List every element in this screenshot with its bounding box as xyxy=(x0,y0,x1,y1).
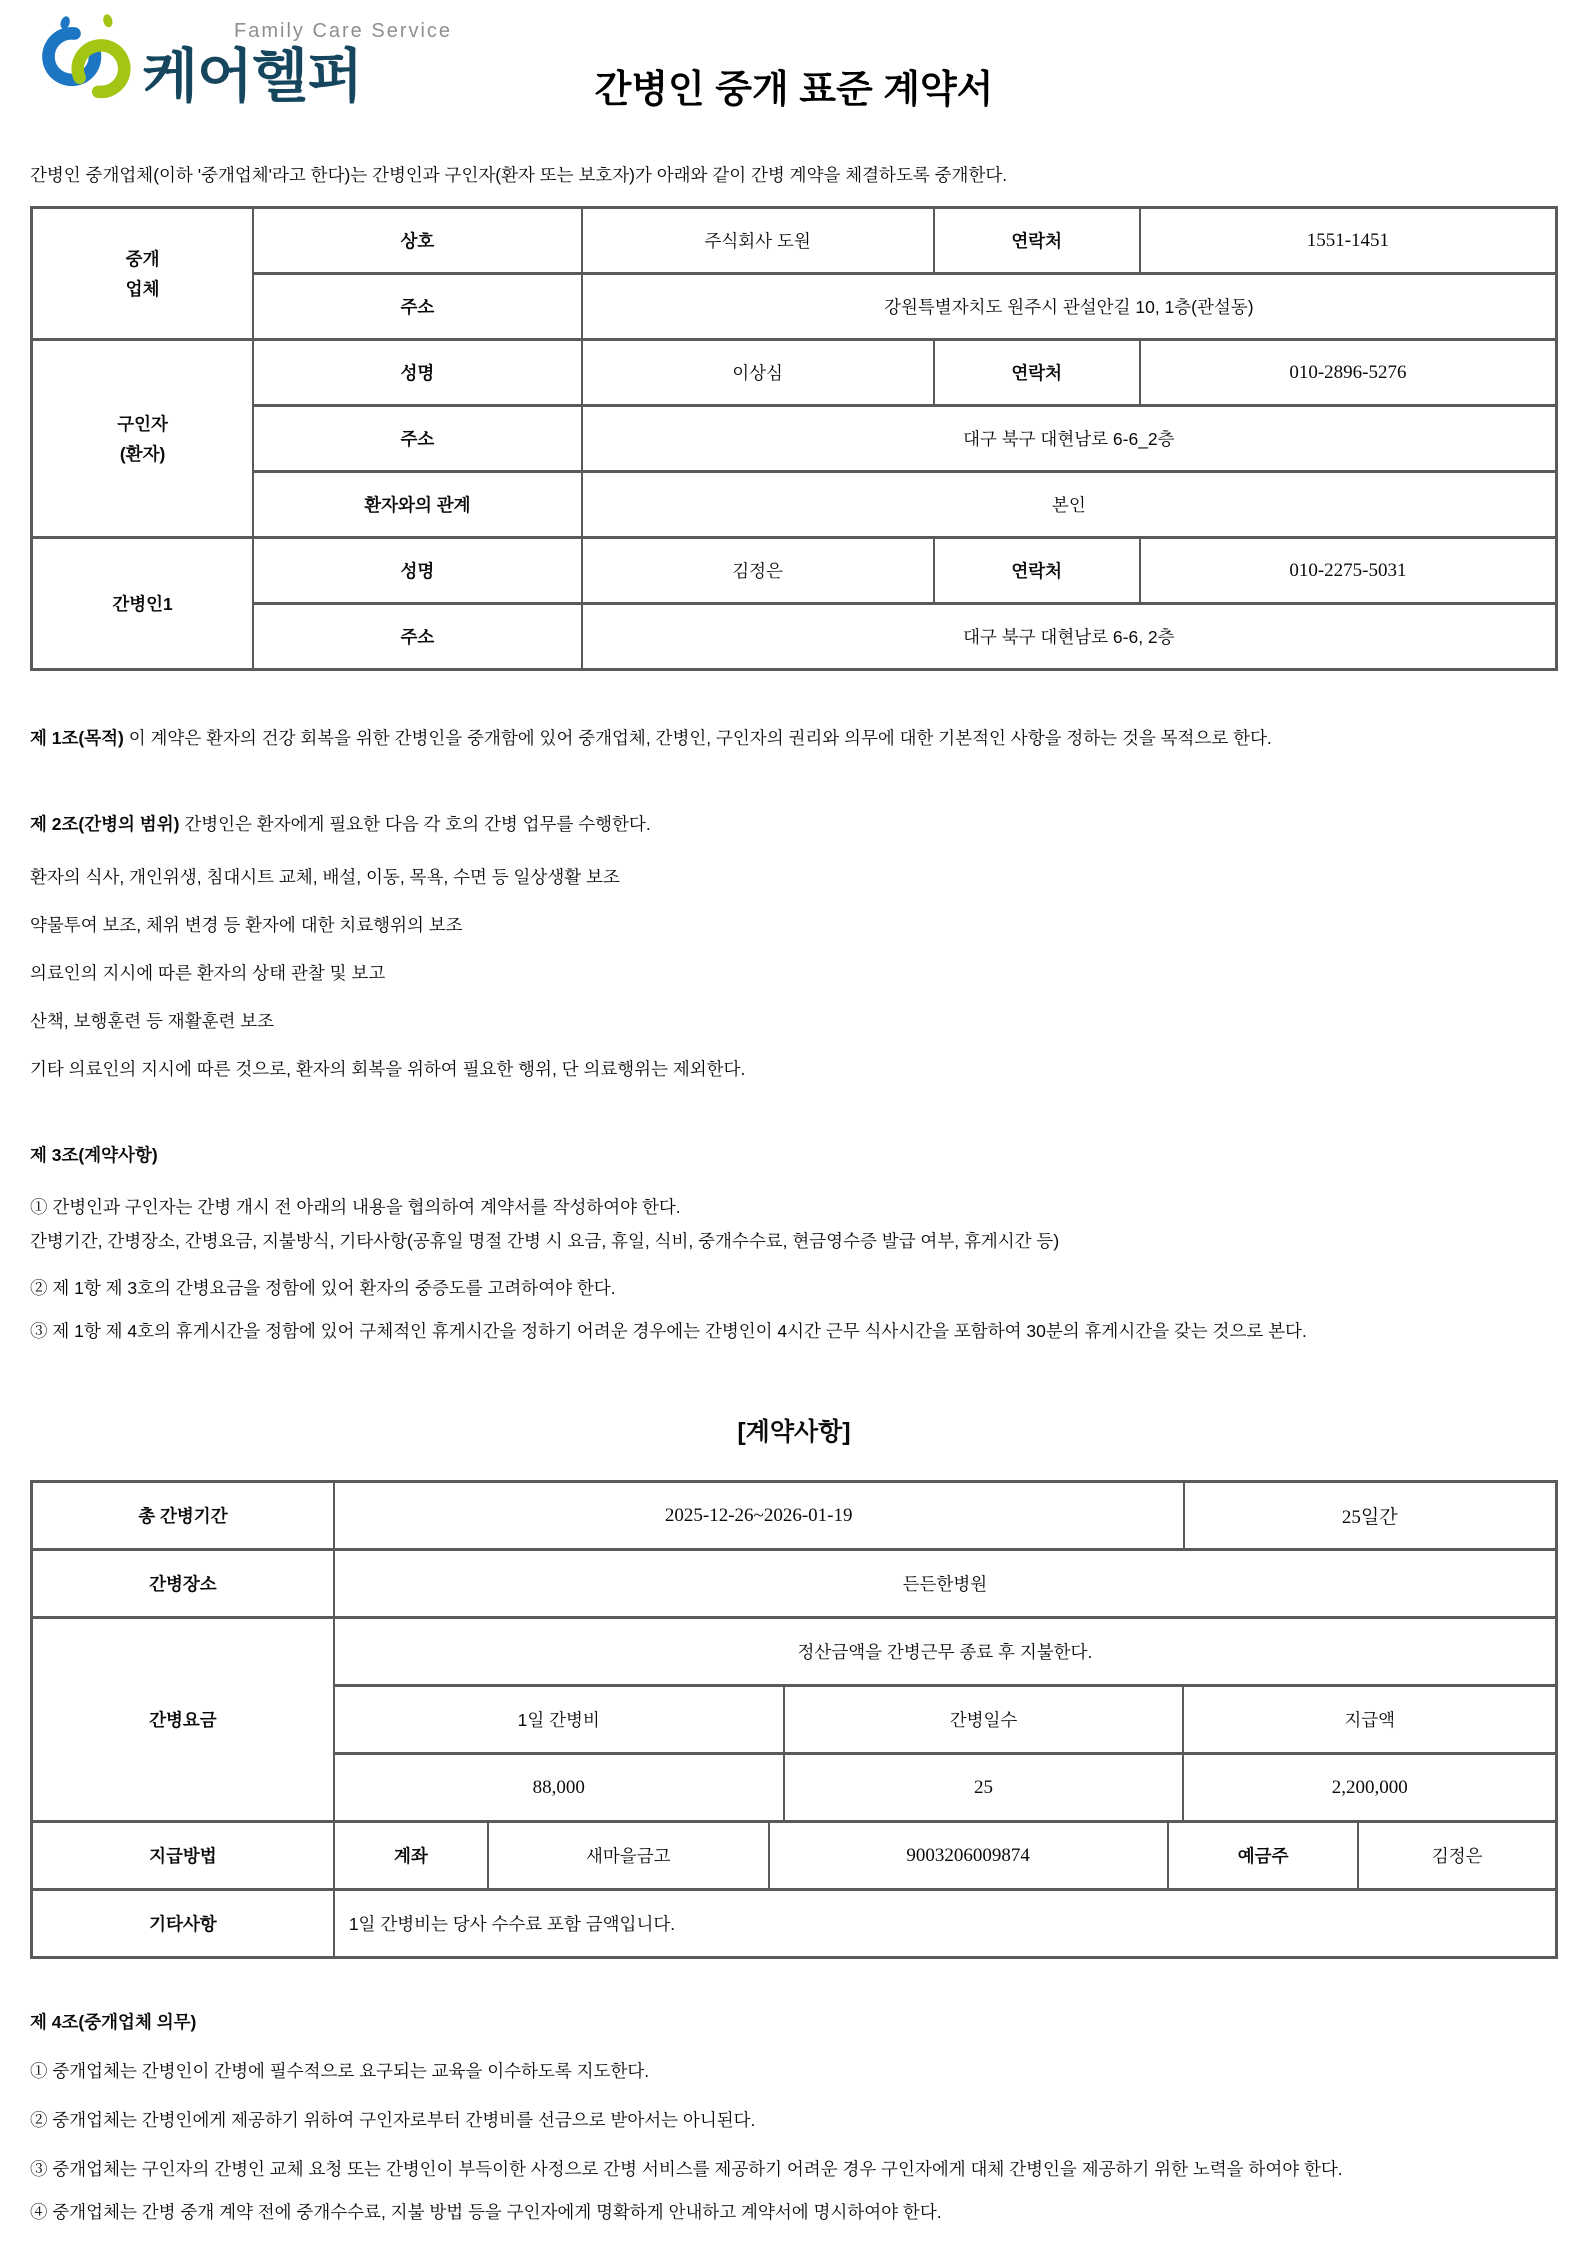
fee-note: 정산금액을 간병근무 종료 후 지불한다. xyxy=(797,1642,1093,1662)
clause3-item1-detail: 간병기간, 간병장소, 간병요금, 지불방식, 기타사항(공휴일 명절 간병 시 요금, 휴일, 식비, 중개수수료, 현금영수증 발급 여부, 휴게시간 등) xyxy=(30,1231,1060,1251)
caregiver-address-label: 주소 xyxy=(400,627,435,647)
payment-label: 지급방법 xyxy=(149,1846,217,1866)
clause2-item: 기타 의료인의 지시에 따른 것으로, 환자의 회복을 위하여 필요한 행위, 단 의료행위는 제외한다. xyxy=(30,1059,746,1079)
payment-row xyxy=(33,1820,1555,1888)
employer-group-label xyxy=(33,341,254,536)
employer-contact-value: 010-2896-5276 xyxy=(1139,341,1555,404)
clause3-item1: ① 간병인과 구인자는 간병 개시 전 아래의 내용을 협의하여 계약서를 작성하여야 한다. xyxy=(30,1197,681,1217)
broker-name-row xyxy=(254,209,1555,272)
brand-name: 케어헬퍼 xyxy=(142,44,363,109)
fee-col-total: 지급액 xyxy=(1182,1687,1555,1752)
employer-contact-label: 연락처 xyxy=(933,341,1139,404)
broker-name-label: 상호 xyxy=(400,231,435,251)
broker-group-label xyxy=(33,209,254,338)
clause2-heading: 제 2조(간병의 범위) xyxy=(30,814,180,834)
employer-address-row xyxy=(254,404,1555,470)
page-title: 간병인 중개 표준 계약서 xyxy=(594,69,994,111)
employer-relation-row xyxy=(254,470,1555,536)
broker-group-label-line2: 업체 xyxy=(125,278,160,299)
clause2-item: 약물투여 보조, 체위 변경 등 환자에 대한 치료행위의 보조 xyxy=(30,915,463,935)
clause2-paragraph xyxy=(30,807,1558,841)
fee-days-value: 25 xyxy=(783,1755,1183,1820)
broker-group-label-line1: 중개 xyxy=(125,248,160,269)
account-label: 계좌 xyxy=(333,1823,487,1888)
employer-group-row xyxy=(33,338,1555,536)
place-row xyxy=(33,1548,1555,1616)
fee-total-value: 2,200,000 xyxy=(1182,1755,1555,1820)
employer-name-label: 성명 xyxy=(400,363,435,383)
fee-group-label: 간병요금 xyxy=(33,1619,335,1820)
clause2-item: 환자의 식사, 개인위생, 침대시트 교체, 배설, 이동, 목욕, 수면 등 일상생활 보조 xyxy=(30,867,620,887)
period-value: 2025-12-26~2026-01-19 xyxy=(333,1483,1183,1548)
etc-value: 1일 간병비는 당사 수수료 포함 금액입니다. xyxy=(333,1891,1555,1956)
broker-contact-value: 1551-1451 xyxy=(1139,209,1555,272)
contract-section-title: [계약사항] xyxy=(737,1418,851,1446)
fee-daily-value: 88,000 xyxy=(532,1776,585,1798)
caregiver-group-row xyxy=(33,536,1555,668)
clause4-item: ④ 중개업체는 간병 중개 계약 전에 중개수수료, 지불 방법 등을 구인자에게 명확하게 안내하고 계약서에 명시하여야 한다. xyxy=(30,2202,942,2222)
clause4-item: ② 중개업체는 간병인에게 제공하기 위하여 구인자로부터 간병비를 선금으로 받아서는 아니된다. xyxy=(30,2110,756,2130)
clause2-item: 산책, 보행훈련 등 재활훈련 보조 xyxy=(30,1011,275,1031)
employer-name-row xyxy=(254,341,1555,404)
clause4-heading-text: 제 4조(중개업체 의무) xyxy=(30,2012,197,2032)
clause1-heading: 제 1조(목적) xyxy=(30,728,124,748)
intro-paragraph: 간병인 중개업체(이하 '중개업체'라고 한다)는 간병인과 구인자(환자 또는 보호자)가 아래와 같이 간병 계약을 체결하도록 중개한다. xyxy=(30,165,1008,185)
employer-group-label-line1: 구인자 xyxy=(117,413,168,434)
fee-col-days: 간병일수 xyxy=(783,1687,1183,1752)
clause4-item: ① 중개업체는 간병인이 간병에 필수적으로 요구되는 교육을 이수하도록 지도한다. xyxy=(30,2061,650,2081)
etc-label: 기타사항 xyxy=(149,1914,217,1934)
employer-name-value: 이상심 xyxy=(581,341,933,404)
account-number: 9003206009874 xyxy=(768,1823,1167,1888)
broker-address-label: 주소 xyxy=(400,297,435,317)
clause1-body: 이 계약은 환자의 건강 회복을 위한 간병인을 중개함에 있어 중개업체, 간병인, 구인자의 권리와 의무에 대한 기본적인 사항을 정하는 것을 목적으로 한다. xyxy=(123,728,1272,748)
place-label: 간병장소 xyxy=(149,1574,217,1594)
employer-address-label: 주소 xyxy=(400,429,435,449)
holder-label: 예금주 xyxy=(1167,1823,1358,1888)
caregiver-contact-label: 연락처 xyxy=(933,539,1139,602)
employer-relation-value: 본인 xyxy=(581,473,1555,536)
clause3-item3: ③ 제 1항 제 4호의 휴게시간을 정함에 있어 구체적인 휴게시간을 정하기 어려운 경우에는 간병인이 4시간 근무 식사시간을 포함하여 30분의 휴게시간을 갖는 것으로 본다. xyxy=(30,1321,1307,1341)
employer-group-label-line2: (환자) xyxy=(119,443,166,464)
broker-group-row xyxy=(33,209,1555,338)
broker-address-row xyxy=(254,272,1555,338)
fee-header-row xyxy=(335,1684,1555,1752)
clause2-body: 간병인은 환자에게 필요한 다음 각 호의 간병 업무를 수행한다. xyxy=(179,814,651,834)
fee-values-row xyxy=(335,1752,1555,1820)
caregiver-contact-value: 010-2275-5031 xyxy=(1139,539,1555,602)
clause4-heading xyxy=(30,2005,1558,2039)
document-header xyxy=(30,0,1558,118)
fee-col-daily: 1일 간병비 xyxy=(517,1710,600,1730)
fee-note-row xyxy=(335,1619,1555,1684)
caregiver-address-value: 대구 북구 대현남로 6-6, 2층 xyxy=(581,605,1555,668)
employer-address-value: 대구 북구 대현남로 6-6_2층 xyxy=(581,407,1555,470)
clause4-item: ③ 중개업체는 구인자의 간병인 교체 요청 또는 간병인이 부득이한 사정으로 간병 서비스를 제공하기 어려운 경우 구인자에게 대체 간병인을 제공하기 위한 노력을 하여야 한다. xyxy=(30,2159,1343,2179)
broker-address-value: 강원특별자치도 원주시 관설안길 10, 1층(관설동) xyxy=(581,275,1555,338)
caregiver-address-row xyxy=(254,602,1555,668)
place-value: 든든한병원 xyxy=(333,1551,1555,1616)
clause3-heading-text: 제 3조(계약사항) xyxy=(30,1145,158,1165)
fee-group-row xyxy=(33,1616,1555,1820)
caregiver-group-label: 간병인1 xyxy=(33,539,254,668)
clause1-paragraph xyxy=(30,721,1558,755)
clause3-heading xyxy=(30,1138,1558,1172)
logo-tagline: Family Care Service xyxy=(234,20,453,42)
period-days: 25일간 xyxy=(1183,1483,1555,1548)
caregiver-name-value: 김정은 xyxy=(581,539,933,602)
caregiver-name-row xyxy=(254,539,1555,602)
period-label: 총 간병기간 xyxy=(138,1506,228,1526)
bank-name: 새마을금고 xyxy=(487,1823,768,1888)
caregiver-name-label: 성명 xyxy=(400,561,435,581)
broker-contact-label: 연락처 xyxy=(933,209,1139,272)
clause3-item2: ② 제 1항 제 3호의 간병요금을 정함에 있어 환자의 중증도를 고려하여야 한다. xyxy=(30,1278,616,1298)
period-row xyxy=(33,1483,1555,1548)
etc-row xyxy=(33,1888,1555,1956)
contract-table xyxy=(30,1480,1558,1959)
employer-relation-label: 환자와의 관계 xyxy=(364,495,471,515)
holder-name: 김정은 xyxy=(1357,1823,1555,1888)
clause2-item: 의료인의 지시에 따른 환자의 상태 관찰 및 보고 xyxy=(30,963,386,983)
broker-name-value: 주식회사 도원 xyxy=(581,209,933,272)
parties-table xyxy=(30,206,1558,671)
